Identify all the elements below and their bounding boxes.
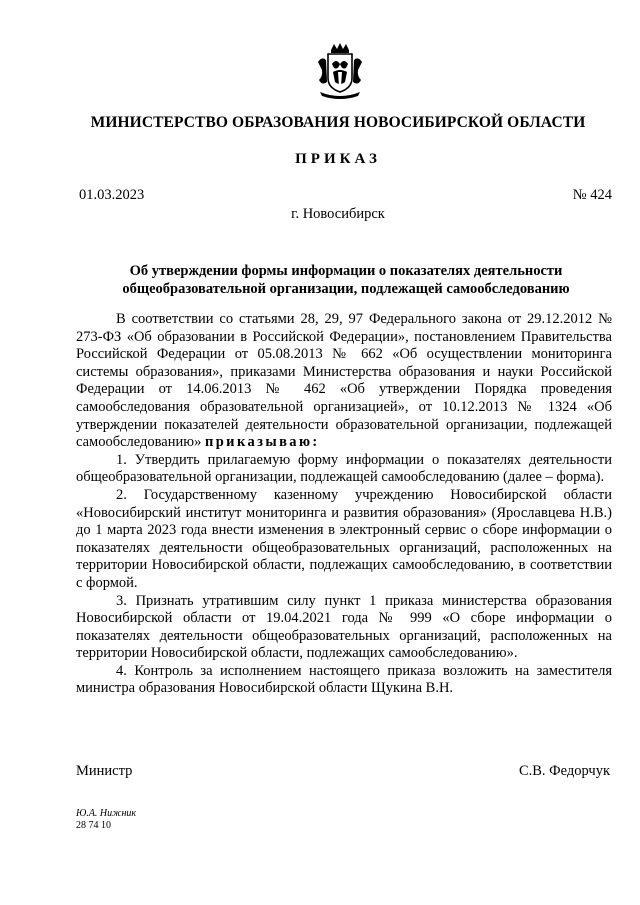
executor-info <box>76 808 136 832</box>
order-item: 4. Контроль за исполнением настоящего приказа возложить на заместителя министра образования Новосибирской области Щукина В.Н. <box>76 662 612 697</box>
executor-name: Ю.А. Нижник <box>76 808 137 819</box>
order-item: 1. Утвердить прилагаемую форму информации о показателях деятельности общеобразовательной организации, подлежащей самообследованию (далее – форма). <box>76 451 612 486</box>
preamble-text: В соответствии со статьями 28, 29, 97 Федерального закона от 29.12.2012 № 273-ФЗ «Об образовании в Российской Федерации», постановлением Правительства Российской Федерации от 05.08.2013 № 662 «Об осуществлении мониторинга системы образования», приказами Министерства образования и науки Российской Федерации от 14.06.2013 № 462 «Об утверждении Порядка проведения самообследования образовательной организацией», от 10.12.2013 № 1324 «Об утверждении показателей деятельности образовательной организации, подлежащей самообследованию» <box>76 311 612 451</box>
order-subject: Об утверждении формы информации о показателях деятельности общеобразовательной организации, подлежащей самообследованию <box>122 263 570 297</box>
order-body <box>76 311 612 698</box>
order-item: 3. Признать утратившим силу пункт 1 приказа министерства образования Новосибирской области от 19.04.2021 года № 999 «О сборе информации о показателях деятельности общеобразовательных организаций, расположенных на территории Новосибирской области, подлежащих самообследованию». <box>76 592 612 662</box>
executor-phone: 28 74 10 <box>76 820 111 831</box>
signatory-role: Министр <box>76 763 133 779</box>
coat-of-arms-icon <box>314 42 366 100</box>
order-number: № 424 <box>572 187 612 203</box>
signatory-name: С.В. Федорчук <box>518 763 610 779</box>
order-item: 2. Государственному казенному учреждению Новосибирской области «Новосибирский институт мониторинга и развития образования» (Ярославцева Н.В.) до 1 марта 2023 года внести изменения в электронный сервис о сборе информации о показателях деятельности общеобразовательных организаций, расположенных на территории Новосибирской области, подлежащих самообследованию, в соответствии с формой. <box>76 486 612 591</box>
ministry-name: МИНИСТЕРСТВО ОБРАЗОВАНИЯ НОВОСИБИРСКОЙ ОБЛАСТИ <box>90 114 586 131</box>
order-word: приказываю: <box>204 434 320 451</box>
order-date: 01.03.2023 <box>79 187 145 203</box>
document-type: ПРИКАЗ <box>295 151 381 167</box>
preamble-paragraph <box>76 311 612 452</box>
order-city: г. Новосибирск <box>291 206 385 222</box>
